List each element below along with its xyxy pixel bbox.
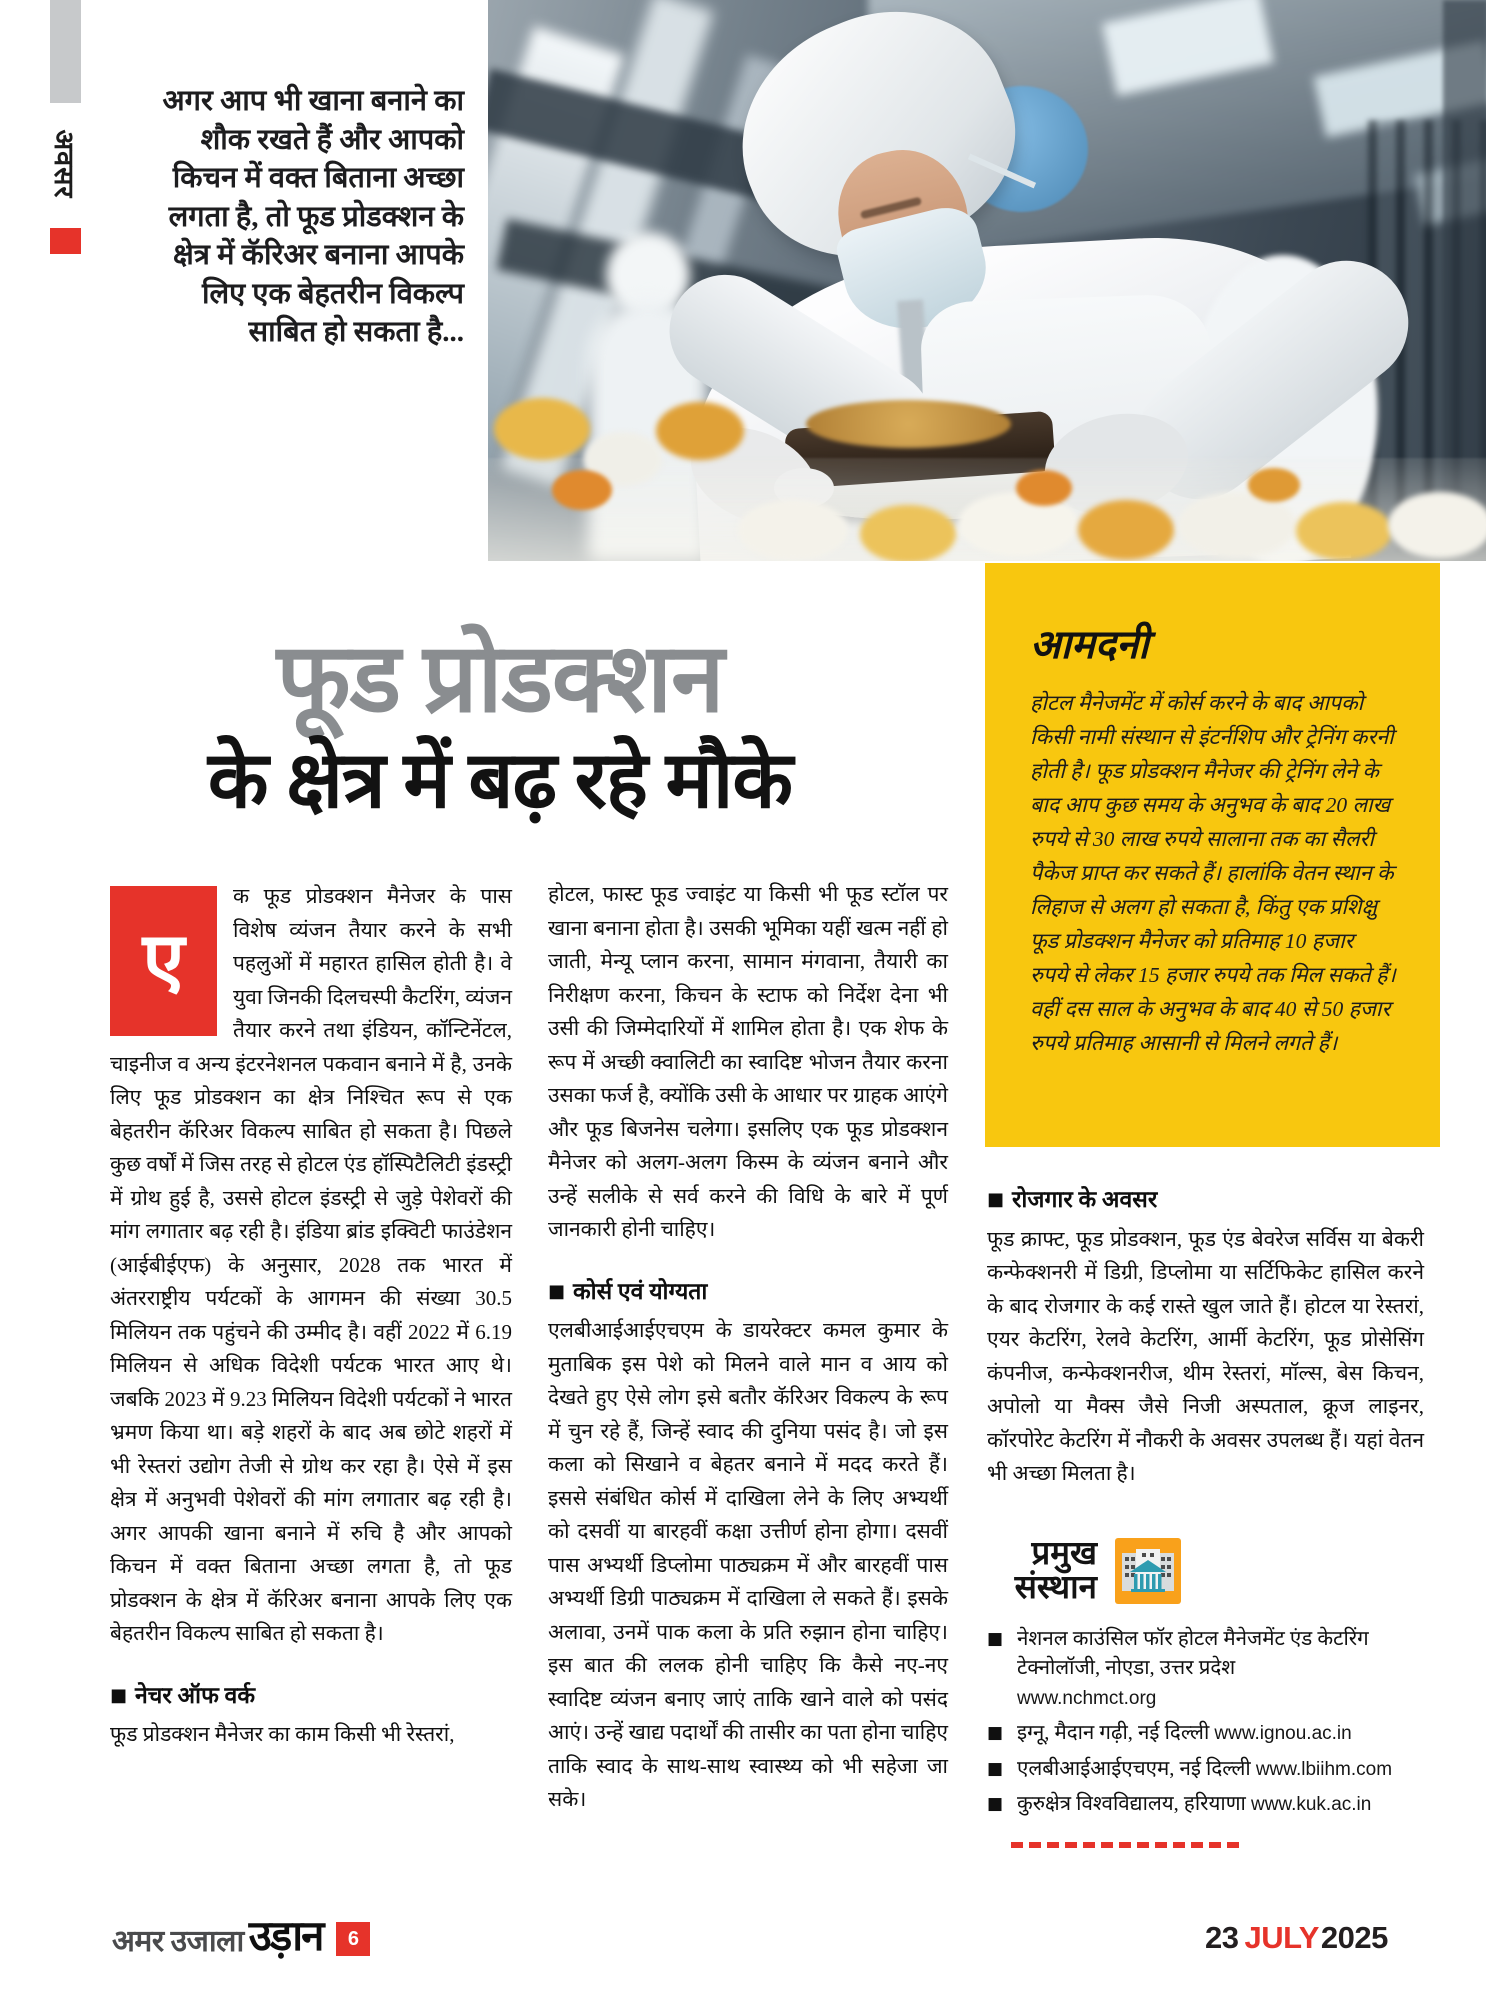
institutes-block: [987, 1537, 1424, 1848]
brand-udaan: उड़ान: [248, 1914, 323, 1960]
page-number-badge: 6: [336, 1922, 370, 1956]
photo-food-item: [1178, 492, 1296, 558]
headline-line1: फूड प्रोडक्शन: [276, 625, 724, 732]
body-paragraph: फूड क्राफ्ट, फूड प्रोडक्शन, फूड एंड बेवरेज सर्विस या बेकरी कन्फेक्शनरी में डिग्री, डिप्लोमा या सर्टिफिकेट हासिल करने के बाद रोजगार के कई रास्ते खुल जाते हैं। होटल या रेस्तरां, एयर केटरिंग, रेलवे केटरिंग, आर्मी केटरिंग, फूड प्रोसेसिंग कंपनीज, कन्फेक्शनरीज, थीम रेस्तरां, मॉल्स, बेस किचन, अपोलो या मैक्स जैसे निजी अस्पताल, क्रूज लाइनर, कॉरपोरेट केटरिंग में नौकरी के अवसर उपलब्ध हैं। यहां वेतन भी अच्छा मिलता है।: [987, 1226, 1424, 1485]
institute-entry: [1017, 1755, 1392, 1785]
brand-amar-ujala: अमर उजाला: [112, 1924, 244, 1958]
photo-food-item: [1388, 492, 1486, 558]
article-photo: [488, 0, 1486, 561]
intro-standfirst: अगर आप भी खाना बनाने का शौक रखते हैं और आपको किचन में वक्त बिताना अच्छा लगता है, तो फूड प्रोडक्शन के क्षेत्र में कॅरिअर बनाना आपके लिए एक बेहतरीन विकल्प साबित हो सकता है...: [162, 85, 464, 348]
rail-red-square: [50, 228, 81, 254]
photo-food-item: [738, 500, 848, 560]
body-paragraph: क फूड प्रोडक्शन मैनेजर के पास विशेष व्यंजन तैयार करने के सभी पहलुओं में महारत हासिल होती है। वे युवा जिनकी दिलचस्पी कैटरिंग, व्यंजन तैयार करने तथा इंडियन, कॉन्टिनेंटल, चाइनीज व अन्य इंटरनेशनल पकवान बनाने में है, उनके लिए फूड प्रोडक्शन का क्षेत्र निश्चित रूप से एक बेहतरीन कॅरिअर विकल्प साबित हो सकता है। पिछले कुछ वर्षों में जिस तरह से होटल एंड हॉस्पिटैलिटी इंडस्ट्री में ग्रोथ हुई है, उससे होटल इंडस्ट्री से जुड़े पेशेवरों की मांग लगातार बढ़ रही है। इंडिया ब्रांड इक्विटी फाउंडेशन (आईबीईएफ) के अनुसार, 2028 तक भारत में अंतरराष्ट्रीय पर्यटकों के आगमन की संख्या 30.5 मिलियन तक पहुंचने की उम्मीद है। वहीं 2022 में 6.19 मिलियन से अधिक विदेशी पर्यटक भारत आए थे। जबकि 2023 में 9.23 मिलियन विदेशी पर्यटकों ने भारत भ्रमण किया था। बड़े शहरों के बाद अब छोटे शहरों में भी रेस्तरां उद्योग तेजी से ग्रोथ कर रहा है। ऐसे में इस क्षेत्र में अनुभवी पेशेवरों की मांग लगातार बढ़ रही है। अगर आपकी खाना बनाने में रुचि है और आपको किचन में वक्त बिताना अच्छा लगता है, तो फूड प्रोडक्शन के क्षेत्र में कॅरिअर बनाना आपके लिए एक बेहतरीन विकल्प साबित हो सकता है।: [110, 884, 512, 1645]
income-box-title: आमदनी: [1030, 622, 1149, 667]
institutes-list: [987, 1625, 1424, 1820]
section-header-course-eligibility: [548, 1275, 948, 1311]
section-title: रोजगार के अवसर: [1012, 1187, 1158, 1212]
section-header-nature-of-work: [110, 1679, 512, 1715]
income-box-body: होटल मैनेजमेंट में कोर्स करने के बाद आपको किसी नामी संस्थान से इंटर्नशिप और ट्रेनिंग करनी होती है। फूड प्रोडक्शन मैनेजर की ट्रेनिंग लेने के बाद आप कुछ समय के अनुभव के बाद 20 लाख रुपये से 30 लाख रुपये सालाना तक का सैलरी पैकेज प्राप्त कर सकते हैं। हालांकि वेतन स्थान के लिहाज से अलग हो सकता है, किंतु एक प्रशिक्षु फूड प्रोडक्शन मैनेजर को प्रतिमाह 10 हजार रुपये से लेकर 15 हजार रुपये तक मिल सकते हैं। वहीं दस साल के अनुभव के बाद 40 से 50 हजार रुपये प्रतिमाह आसानी से मिलने लगते हैं।: [1030, 691, 1396, 1055]
footer-date: [1205, 1920, 1420, 1956]
institute-name: इग्नू, मैदान गढ़ी, नई दिल्ली: [1017, 1722, 1210, 1744]
list-item: [987, 1719, 1424, 1749]
date-month: JULY: [1244, 1920, 1319, 1955]
body-paragraph: फूड प्रोडक्शन मैनेजर का काम किसी भी रेस्तरां,: [110, 1722, 455, 1746]
photo-food-item: [656, 402, 744, 460]
square-bullet-icon: ■: [987, 1794, 1004, 1814]
institutes-header: [987, 1537, 1424, 1605]
section-title: नेचर ऑफ वर्क: [135, 1682, 256, 1708]
institutes-title-line1: प्रमुख: [1031, 1535, 1097, 1572]
photo-food-topping: [806, 400, 1011, 448]
dropcap-letter: ए: [142, 919, 185, 1003]
institute-url-link[interactable]: www.ignou.ac.in: [1214, 1723, 1352, 1744]
rail-gray-bar: [50, 0, 81, 103]
footer-masthead: [112, 1914, 370, 1960]
article-column-1: [110, 880, 512, 1752]
photo-food-item: [1016, 470, 1072, 506]
institute-entry: [1017, 1790, 1371, 1820]
section-label-avsar: अवसर: [49, 129, 79, 199]
dropcap-box: [110, 886, 217, 1036]
institute-url-link[interactable]: www.nchmct.org: [1017, 1687, 1157, 1709]
institute-entry: [1017, 1719, 1352, 1749]
photo-food-item: [494, 398, 590, 460]
photo-food-item: [552, 470, 612, 510]
institutes-title: [987, 1537, 1097, 1605]
list-item: [987, 1625, 1424, 1714]
institution-building-icon: [1115, 1538, 1181, 1604]
institute-name: कुरुक्षेत्र विश्वविद्यालय, हरियाणा: [1017, 1793, 1246, 1815]
institute-entry: [1017, 1625, 1424, 1714]
section-header-job-opportunities: [987, 1183, 1424, 1219]
photo-food-item: [1248, 468, 1300, 502]
headline: [55, 622, 945, 828]
photo-food-item: [1078, 500, 1174, 560]
institute-url-link[interactable]: www.lbiihm.com: [1255, 1758, 1393, 1780]
institute-name: नेशनल काउंसिल फॉर होटल मैनेजमेंट एंड केटरिंग टेक्नोलॉजी, नोएडा, उत्तर प्रदेश: [1017, 1627, 1369, 1679]
body-paragraph: होटल, फास्ट फूड ज्वाइंट या किसी भी फूड स्टॉल पर खाना बनाना होता है। उसकी भूमिका यहीं खत्म नहीं हो जाती, मेन्यू प्लान करना, सामान मंगवाना, तैयारी का निरीक्षण करना, किचन के स्टाफ को निर्देश देना भी उसी की जिम्मेदारियों में शामिल होता है। एक शेफ के रूप में अच्छी क्वालिटी का स्वादिष्ट भोजन तैयार करना उसका फर्ज है, क्योंकि उसी के आधार पर ग्राहक आएंगे और फूड बिजनेस चलेगा। इसलिए एक फूड प्रोडक्शन मैनेजर को अलग-अलग किस्म के व्यंजन बनाने और उन्हें सलीके से सर्व करने की विधि के बारे में पूर्ण जानकारी होनी चाहिए।: [548, 882, 948, 1241]
article-column-2: [548, 878, 948, 1817]
headline-line2: के क्षेत्र में बढ़ रहे मौके: [207, 738, 793, 826]
institute-name: एलबीआईआईएचएम, नई दिल्ली: [1017, 1757, 1251, 1780]
date-year: 2025: [1320, 1920, 1388, 1955]
square-bullet-icon: ■: [987, 1628, 1004, 1649]
date-day: 23: [1205, 1920, 1239, 1955]
list-item: [987, 1755, 1424, 1785]
photo-food-item: [1296, 502, 1392, 560]
section-title: कोर्स एवं योग्यता: [573, 1278, 708, 1304]
institutes-title-line2: संस्थान: [1014, 1569, 1097, 1606]
article-column-3: [987, 1183, 1424, 1848]
square-bullet-icon: ■: [987, 1189, 1005, 1210]
square-bullet-icon: ■: [987, 1758, 1004, 1779]
institute-url-link[interactable]: www.kuk.ac.in: [1250, 1794, 1372, 1815]
square-bullet-icon: ■: [110, 1684, 128, 1706]
red-dashed-divider: [1011, 1842, 1239, 1848]
income-sidebar-box: [985, 563, 1440, 1147]
photo-food-item: [860, 505, 956, 561]
square-bullet-icon: ■: [548, 1280, 566, 1302]
square-bullet-icon: ■: [987, 1723, 1004, 1743]
body-paragraph: एलबीआईआईएचएम के डायरेक्टर कमल कुमार के मुताबिक इस पेशे को मिलने वाले मान व आय को देखते हुए ऐसे लोग इसे बतौर कॅरिअर विकल्प के रूप में चुन रहे हैं, जिन्हें स्वाद की दुनिया पसंद है। जो इस कला को सिखाने व बेहतर बनाने में मदद करते हैं। इससे संबंधित कोर्स में दाखिला लेने के लिए अभ्यर्थी को दसवीं या बारहवीं कक्षा उत्तीर्ण होना होगा। दसवीं पास अभ्यर्थी डिप्लोमा पाठ्यक्रम में और बारहवीं पास अभ्यर्थी डिग्री पाठ्यक्रम में दाखिला ले सकते हैं। इसके अलावा, उनमें पाक कला के प्रति रुझान होना चाहिए। इस बात की ललक होनी चाहिए कि कैसे नए-नए स्वादिष्ट व्यंजन बनाए जाएं ताकि खाने वाले को पसंद आएं। उन्हें खाद्य पदार्थों की तासीर का पता होना चाहिए ताकि स्वाद के साथ-साथ स्वास्थ्य को भी सहेजा जा सके।: [548, 1318, 948, 1811]
list-item: [987, 1790, 1424, 1820]
